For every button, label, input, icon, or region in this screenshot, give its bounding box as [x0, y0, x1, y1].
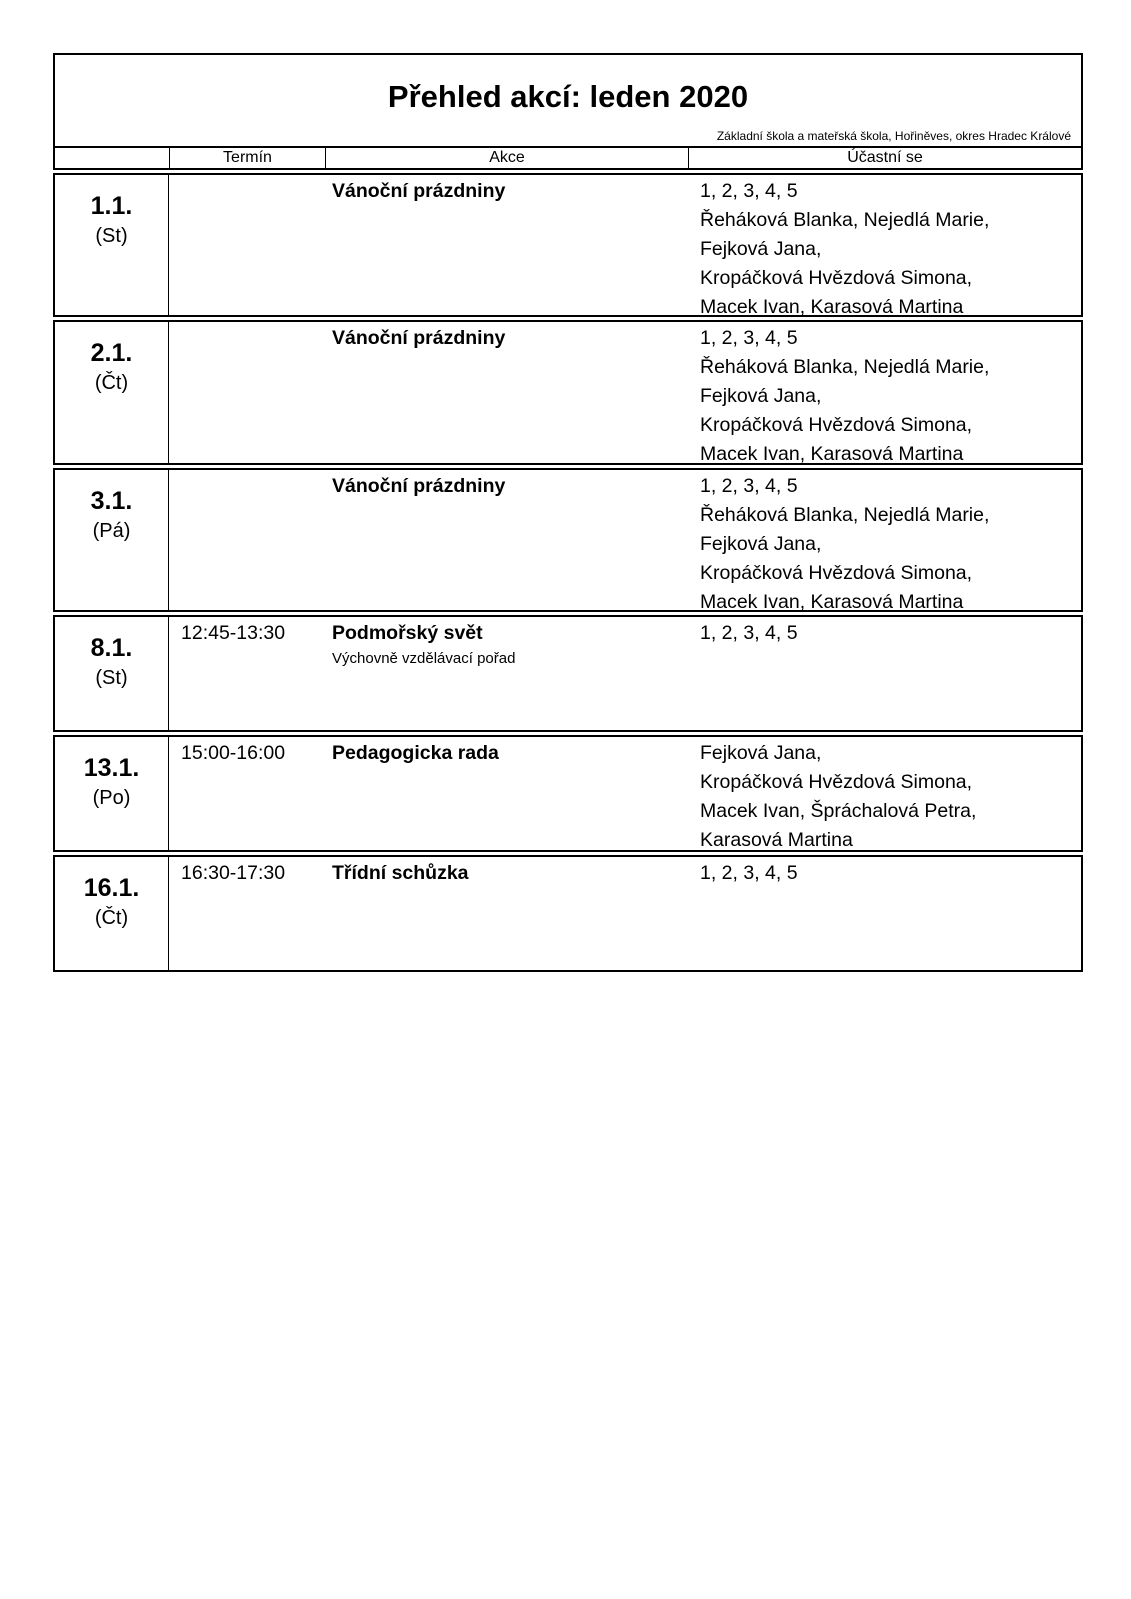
event-time: 16:30-17:30 [181, 862, 286, 884]
column-header-termin: Termín [170, 148, 326, 168]
event-row [53, 173, 1083, 317]
event-time [169, 470, 324, 610]
participant-line: Fejková Jana, [700, 742, 822, 764]
event-subtitle: Výchovně vzdělávací pořad [332, 650, 516, 667]
participant-line: Řeháková Blanka, Nejedlá Marie, [700, 209, 990, 231]
event-title: Podmořský svět [332, 622, 483, 644]
participant-line: 1, 2, 3, 4, 5 [700, 180, 798, 202]
event-row [53, 320, 1083, 465]
column-header-row [53, 146, 1083, 170]
event-participants [686, 737, 1081, 850]
participant-line: Karasová Martina [700, 829, 853, 851]
event-weekday: (Pá) [92, 520, 131, 542]
participant-line: Macek Ivan, Karasová Martina [700, 591, 964, 613]
event-akce-cell [324, 322, 686, 463]
event-participants [686, 322, 1081, 463]
event-day: 3.1. [90, 487, 133, 515]
event-date-cell [55, 470, 169, 610]
participant-line: Kropáčková Hvězdová Simona, [700, 267, 973, 289]
column-header-akce: Akce [326, 148, 689, 168]
event-participants [686, 857, 1081, 970]
event-weekday: (St) [95, 667, 128, 689]
participant-line: Macek Ivan, Špráchalová Petra, [700, 800, 977, 822]
participant-line: Fejková Jana, [700, 533, 822, 555]
event-date-cell [55, 322, 169, 463]
participant-line: 1, 2, 3, 4, 5 [700, 622, 798, 644]
event-time [169, 322, 324, 463]
event-title: Vánoční prázdniny [332, 475, 506, 497]
column-header-ucastni: Účastní se [847, 149, 923, 166]
event-day: 8.1. [90, 634, 133, 662]
events-sheet [53, 53, 1083, 972]
school-name: Základní škola a mateřská škola, Hořiněves, okres Hradec Králové [716, 129, 1071, 143]
event-row [53, 855, 1083, 972]
event-akce-cell [324, 470, 686, 610]
event-weekday: (Čt) [94, 372, 129, 394]
participant-line: 1, 2, 3, 4, 5 [700, 475, 798, 497]
participant-line: 1, 2, 3, 4, 5 [700, 327, 798, 349]
event-row [53, 615, 1083, 732]
page-title: Přehled akcí: leden 2020 [387, 79, 749, 114]
event-participants [686, 470, 1081, 613]
event-akce-cell [324, 175, 686, 315]
participant-line: 1, 2, 3, 4, 5 [700, 862, 798, 884]
event-day: 16.1. [83, 874, 140, 902]
event-time [169, 175, 324, 315]
event-time: 12:45-13:30 [181, 622, 286, 644]
participant-line: Fejková Jana, [700, 385, 822, 407]
participant-line: Fejková Jana, [700, 238, 822, 260]
document-header [53, 53, 1083, 146]
event-date-cell [55, 175, 169, 315]
event-day: 2.1. [90, 339, 133, 367]
event-day: 13.1. [83, 754, 140, 782]
event-weekday: (Po) [92, 787, 131, 809]
participant-line: Macek Ivan, Karasová Martina [700, 443, 964, 465]
event-title: Pedagogicka rada [332, 742, 499, 764]
participant-line: Kropáčková Hvězdová Simona, [700, 562, 973, 584]
participant-line: Kropáčková Hvězdová Simona, [700, 414, 973, 436]
participant-line: Kropáčková Hvězdová Simona, [700, 771, 973, 793]
event-date-cell [55, 617, 169, 730]
event-title: Vánoční prázdniny [332, 327, 506, 349]
event-title: Třídní schůzka [332, 862, 469, 884]
column-header-date [55, 148, 170, 168]
event-list [53, 173, 1083, 972]
event-weekday: (St) [95, 225, 128, 247]
participant-line: Macek Ivan, Karasová Martina [700, 296, 964, 318]
event-akce-cell [324, 737, 686, 850]
participant-line: Řeháková Blanka, Nejedlá Marie, [700, 504, 990, 526]
event-time: 15:00-16:00 [181, 742, 286, 764]
event-akce-cell [324, 617, 686, 730]
event-participants [686, 617, 1081, 730]
participant-line: Řeháková Blanka, Nejedlá Marie, [700, 356, 990, 378]
event-row [53, 468, 1083, 612]
event-weekday: (Čt) [94, 907, 129, 929]
event-participants [686, 175, 1081, 318]
event-title: Vánoční prázdniny [332, 180, 506, 202]
event-date-cell [55, 737, 169, 850]
event-row [53, 735, 1083, 852]
event-akce-cell [324, 857, 686, 970]
event-day: 1.1. [90, 192, 133, 220]
event-date-cell [55, 857, 169, 970]
